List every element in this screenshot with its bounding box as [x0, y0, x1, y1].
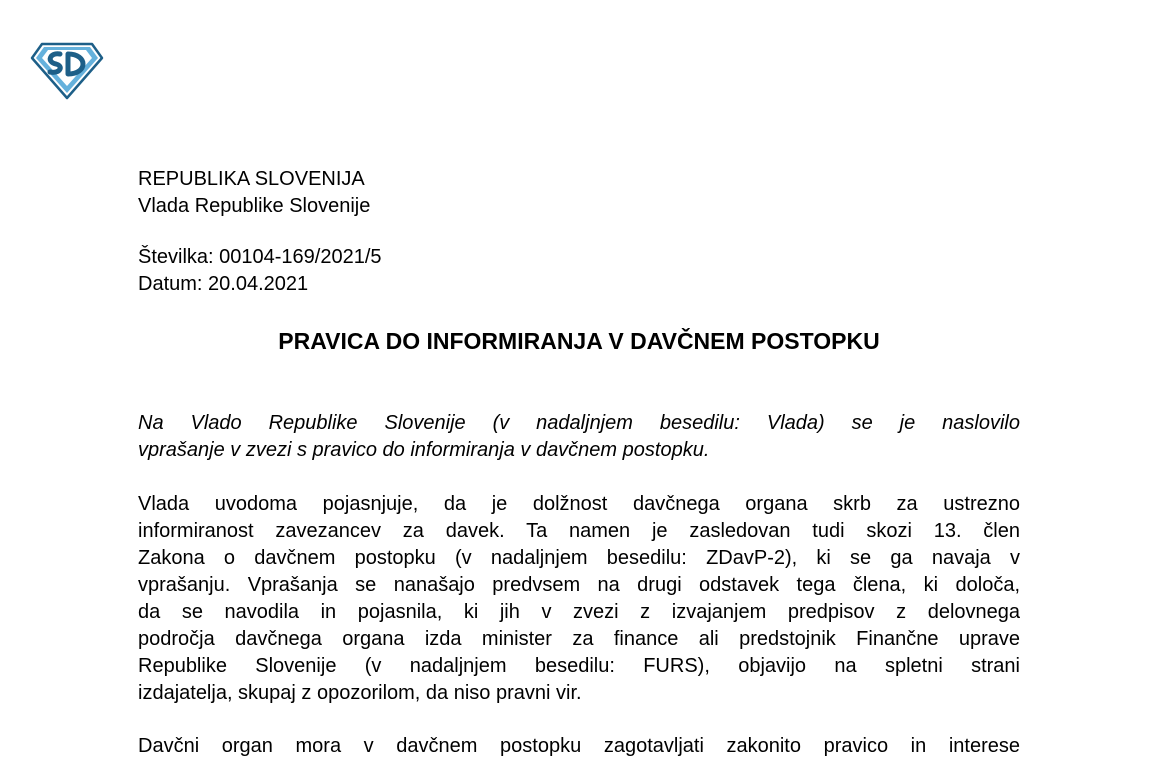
body-paragraph-2: [138, 733, 1020, 760]
sd-logo-icon: [30, 40, 104, 100]
document-meta: [138, 244, 382, 298]
issuer-republic: REPUBLIKA SLOVENIJA: [138, 168, 365, 190]
intro-line: Na Vlado Republike Slovenije (v nadaljnjem besedilu: Vlada) se je naslovilo: [138, 412, 1020, 434]
document-title: PRAVICA DO INFORMIRANJA V DAVČNEM POSTOPKU: [278, 328, 880, 354]
body-line: da se navodila in pojasnila, ki jih v zvezi z izvajanjem predpisov z delovnega: [138, 601, 1020, 623]
issuer-header: [138, 166, 370, 220]
document-date: Datum: 20.04.2021: [138, 273, 309, 295]
body-line: informiranost zavezancev za davek. Ta namen je zasledovan tudi skozi 13. člen: [138, 520, 1020, 542]
body-paragraph: [138, 491, 1020, 707]
body-line: Zakona o davčnem postopku (v nadaljnjem besedilu: ZDavP-2), ki se ga navaja v: [138, 547, 1020, 569]
body-line: Republike Slovenije (v nadaljnjem besedilu: FURS), objavijo na spletni strani: [138, 655, 1020, 677]
intro-paragraph: [138, 410, 1020, 464]
body-line: izdajatelja, skupaj z opozorilom, da niso pravni vir.: [138, 682, 582, 704]
body-line: področja davčnega organa izda minister za finance ali predstojnik Finančne uprave: [138, 628, 1020, 650]
issuer-government: Vlada Republike Slovenije: [138, 195, 371, 217]
body-line: vprašanju. Vprašanja se nanašajo predvsem na drugi odstavek tega člena, ki določa,: [138, 574, 1020, 596]
body-line: Vlada uvodoma pojasnjuje, da je dolžnost davčnega organa skrb za ustrezno: [138, 493, 1020, 515]
document-number: Številka: 00104-169/2021/5: [138, 246, 382, 268]
intro-line: vprašanje v zvezi s pravico do informiranja v davčnem postopku.: [138, 439, 710, 461]
body-line: Davčni organ mora v davčnem postopku zagotavljati zakonito pravico in interese: [138, 735, 1020, 757]
